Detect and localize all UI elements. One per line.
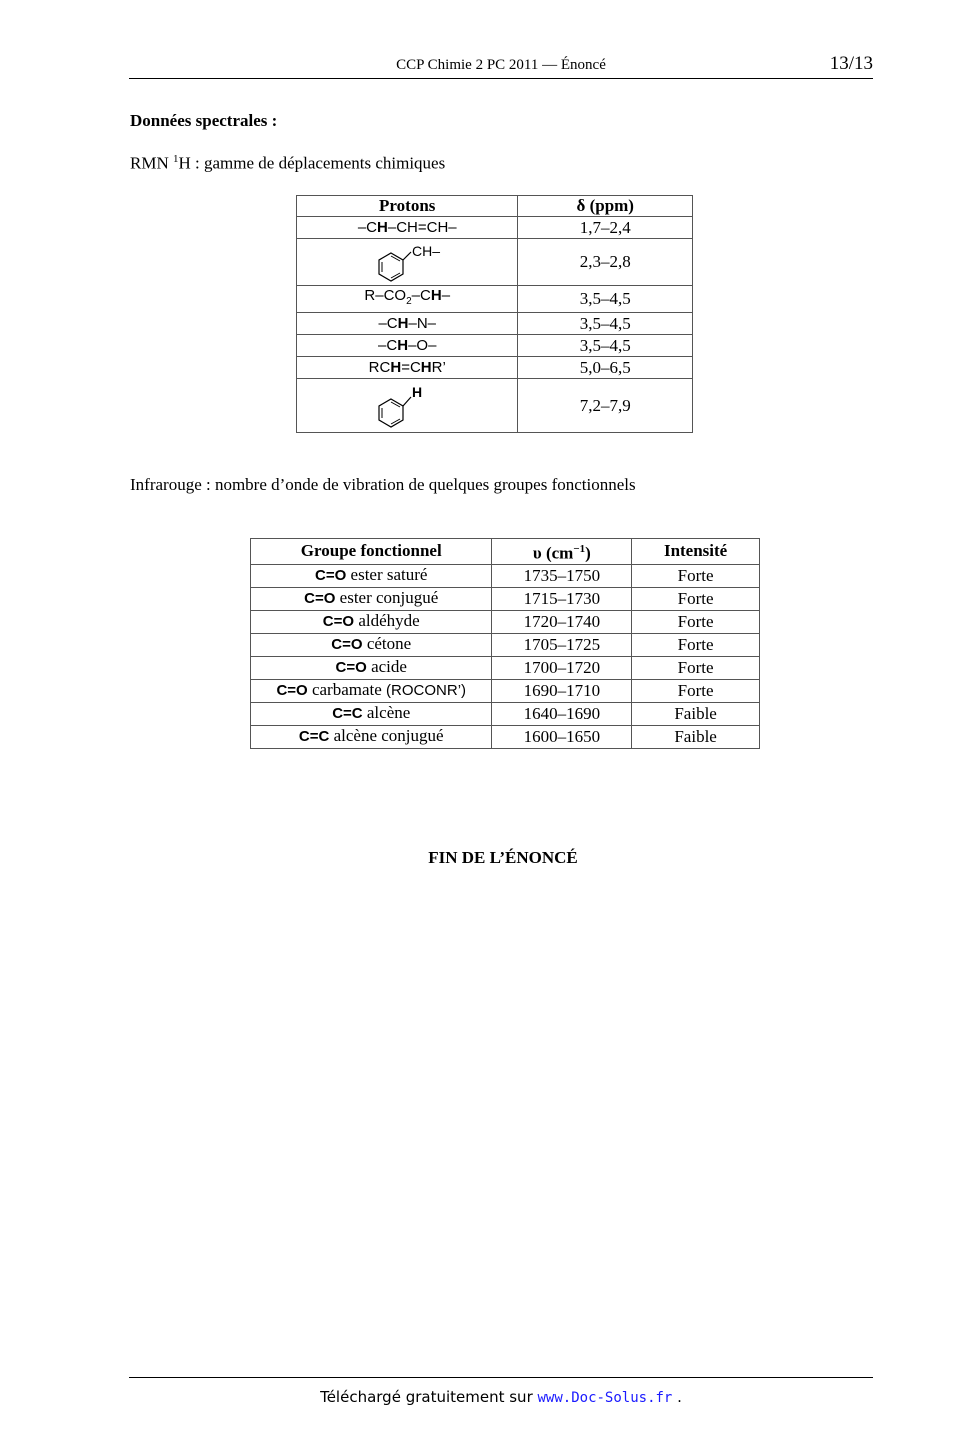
nmr-caption-sup: 1 (172, 153, 179, 165)
proton-text: –C (378, 314, 398, 332)
nmr-table (296, 195, 693, 433)
wave-suffix: ) (585, 543, 591, 563)
bond-label: C=O (276, 682, 308, 700)
range-cell: 1720–1740 (492, 610, 632, 633)
group-label: acide (366, 657, 407, 677)
table-row (297, 239, 693, 286)
intensity-cell: Faible (632, 702, 760, 725)
nmr-caption (130, 153, 445, 174)
proton-bold: H (430, 287, 442, 304)
benzyl-structure-icon (367, 241, 447, 283)
delta-cell: 2,3–2,8 (518, 239, 693, 286)
proton-bold: H (390, 358, 402, 376)
group-label: alcène conjugué (329, 726, 444, 746)
table-row (251, 725, 760, 748)
group-label: ester saturé (346, 565, 428, 585)
proton-text: –C (378, 336, 398, 354)
group-label: cétone (362, 634, 412, 654)
nmr-header-row (297, 196, 693, 217)
range-cell: 1705–1725 (492, 633, 632, 656)
intensity-cell: Forte (632, 656, 760, 679)
proton-text: –O– (408, 336, 437, 354)
table-row (297, 217, 693, 239)
page-header (129, 52, 873, 79)
bond-label: C=C (298, 728, 330, 746)
group-cell (251, 656, 492, 679)
proton-cell (297, 313, 518, 335)
proton-text: – (441, 287, 451, 304)
range-cell: 1715–1730 (492, 587, 632, 610)
delta-cell: 3,5–4,5 (518, 313, 693, 335)
group-cell (251, 587, 492, 610)
proton-text: –C (357, 218, 378, 236)
delta-cell: 3,5–4,5 (518, 335, 693, 357)
bond-label: C=O (335, 659, 367, 677)
ir-table (250, 538, 760, 749)
group-label: carbamate (307, 680, 387, 700)
proton-cell (297, 335, 518, 357)
group-cell (251, 702, 492, 725)
benzyl-label: CH– (412, 243, 441, 259)
proton-text: –C (411, 287, 431, 304)
bond-label: C=O (322, 613, 355, 631)
benzene-h-label: H (412, 383, 423, 400)
table-row (297, 313, 693, 335)
footer-label: Téléchargé gratuitement sur (320, 1388, 538, 1406)
page-footer (129, 1377, 873, 1406)
running-title: CCP Chimie 2 PC 2011 — Énoncé (396, 57, 606, 73)
bond-label: C=O (304, 590, 336, 608)
ir-caption: Infrarouge : nombre d’onde de vibration de quelques groupes fonctionnels (130, 475, 636, 494)
table-row (297, 286, 693, 313)
delta-cell: 1,7–2,4 (518, 217, 693, 239)
proton-bold: H (377, 218, 388, 236)
end-of-statement: FIN DE L’ÉNONCÉ (428, 848, 578, 867)
table-row (297, 357, 693, 379)
proton-cell (297, 286, 518, 313)
table-row (251, 564, 760, 587)
footer-suffix: . (672, 1388, 682, 1406)
footer-link[interactable]: www.Doc-Solus.fr (537, 1390, 673, 1406)
group-label: ester conjugué (335, 588, 439, 608)
group-cell (251, 610, 492, 633)
benzene-structure-icon (367, 382, 447, 430)
nmr-header-delta: δ (ppm) (518, 196, 693, 217)
proton-text: –CH=CH– (387, 218, 457, 236)
proton-cell (297, 217, 518, 239)
page-number: 13/13 (829, 53, 873, 74)
group-cell (251, 633, 492, 656)
ir-header-intensity: Intensité (632, 539, 760, 565)
intensity-cell: Forte (632, 587, 760, 610)
group-label: aldéhyde (354, 611, 420, 631)
table-row (251, 610, 760, 633)
delta-cell: 7,2–7,9 (518, 379, 693, 433)
nmr-caption-rest: H : gamme de déplacements chimiques (178, 153, 446, 173)
group-cell (251, 564, 492, 587)
delta-cell: 3,5–4,5 (518, 286, 693, 313)
intensity-cell: Forte (632, 564, 760, 587)
proton-bold: H (397, 314, 409, 332)
nmr-header-protons: Protons (297, 196, 518, 217)
proton-text: RC (368, 358, 391, 376)
group-cell (251, 679, 492, 702)
intensity-cell: Forte (632, 610, 760, 633)
group-cell (251, 725, 492, 748)
range-cell: 1600–1650 (492, 725, 632, 748)
nmr-caption-prefix: RMN (130, 153, 173, 173)
group-label: alcène (362, 703, 411, 723)
range-cell: 1690–1710 (492, 679, 632, 702)
bond-label: C=O (331, 636, 363, 654)
wave-prefix: υ (cm (532, 543, 574, 563)
proton-text: R–CO (364, 287, 407, 304)
intensity-cell: Faible (632, 725, 760, 748)
ir-header-row (251, 539, 760, 565)
range-cell: 1700–1720 (492, 656, 632, 679)
bond-label: C=C (332, 705, 363, 723)
table-row (251, 679, 760, 702)
ir-header-group: Groupe fonctionnel (251, 539, 492, 565)
table-row (251, 587, 760, 610)
table-row (251, 656, 760, 679)
intensity-cell: Forte (632, 633, 760, 656)
proton-cell (297, 379, 518, 433)
proton-bold: H (397, 336, 409, 354)
ir-header-wavenumber (492, 539, 632, 565)
proton-bold: H (420, 358, 432, 376)
table-row (297, 335, 693, 357)
proton-sub: 2 (406, 296, 412, 307)
footer-text (129, 1388, 873, 1406)
table-row (251, 633, 760, 656)
proton-cell (297, 357, 518, 379)
intensity-cell: Forte (632, 679, 760, 702)
proton-text: R’ (431, 358, 446, 376)
section-title: Données spectrales : (130, 111, 278, 130)
bond-label: C=O (315, 567, 347, 585)
group-extra: (ROCONR’) (386, 682, 467, 700)
range-cell: 1640–1690 (492, 702, 632, 725)
delta-cell: 5,0–6,5 (518, 357, 693, 379)
table-row (297, 379, 693, 433)
table-row (251, 702, 760, 725)
wave-sup: −1 (573, 543, 586, 555)
proton-text: –N– (408, 314, 437, 332)
range-cell: 1735–1750 (492, 564, 632, 587)
proton-cell (297, 239, 518, 286)
proton-text: =C (401, 358, 421, 376)
